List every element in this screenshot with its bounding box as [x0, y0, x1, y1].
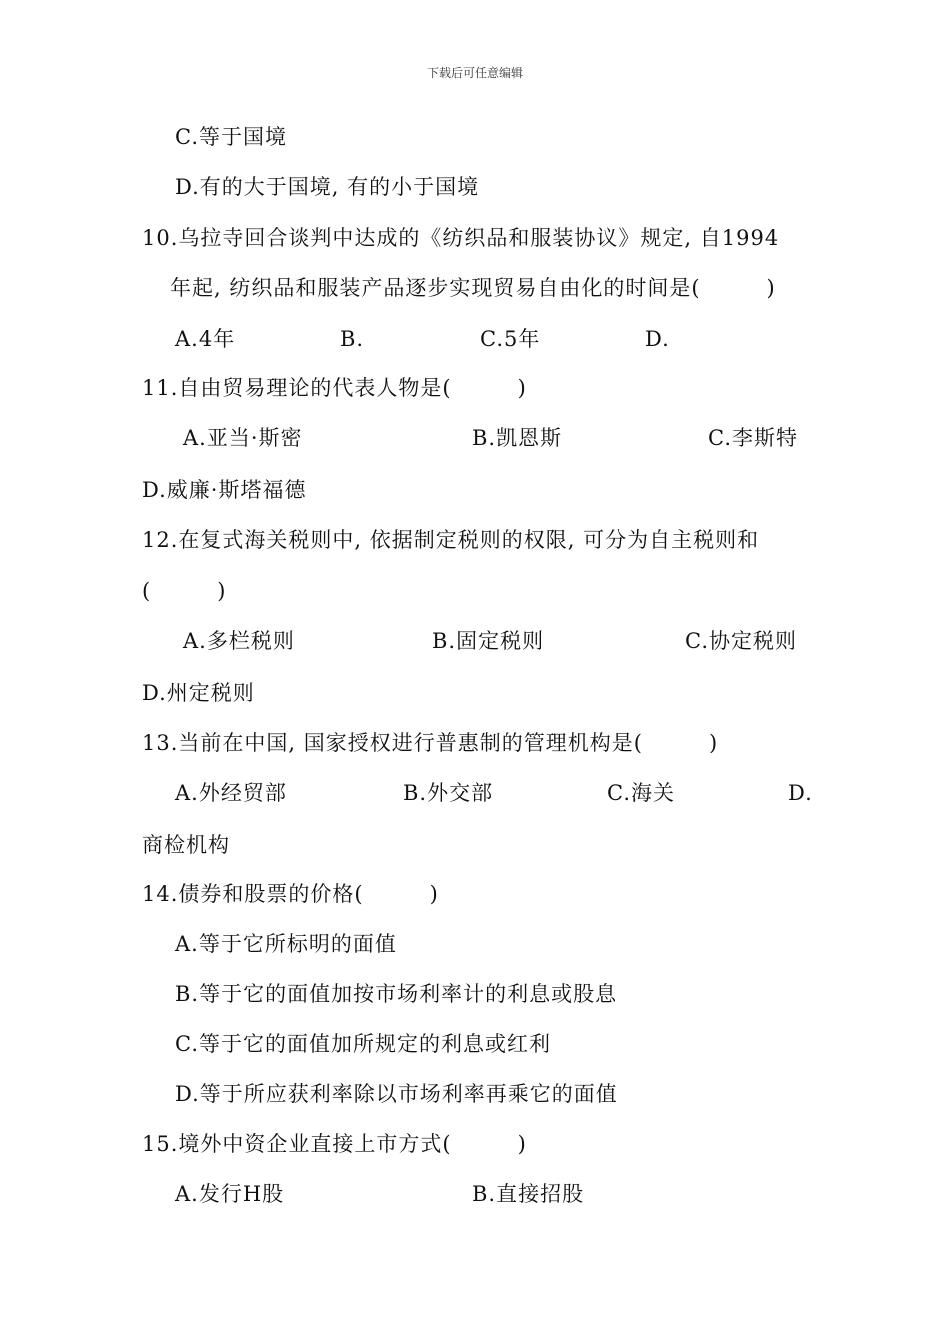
option-15a: A.发行H股: [175, 1182, 285, 1206]
option-12d: D.州定税则: [142, 681, 255, 705]
option-13c: C.海关: [607, 781, 675, 805]
option-10b: B.: [340, 327, 365, 351]
option-13d: D.: [788, 781, 813, 805]
option-11d: D.威廉·斯塔福德: [142, 478, 307, 502]
question-13: 13.当前在中国, 国家授权进行普惠制的管理机构是( ): [142, 731, 719, 755]
option-10d: D.: [645, 327, 670, 351]
option-11a: A.亚当·斯密: [183, 426, 303, 450]
option-13a: A.外经贸部: [175, 781, 287, 805]
page-header: 下载后可任意编辑: [426, 66, 523, 80]
option-14c: C.等于它的面值加所规定的利息或红利: [175, 1032, 551, 1056]
question-11: 11.自由贸易理论的代表人物是( ): [142, 376, 527, 400]
option-9c: C.等于国境: [175, 125, 287, 149]
option-12a: A.多栏税则: [183, 629, 295, 653]
option-13b: B.外交部: [403, 781, 494, 805]
question-15: 15.境外中资企业直接上市方式( ): [142, 1132, 527, 1156]
question-14: 14.债券和股票的价格( ): [142, 882, 439, 906]
option-12c: C.协定税则: [685, 629, 797, 653]
option-14a: A.等于它所标明的面值: [175, 932, 397, 956]
question-10: 10.乌拉寺回合谈判中达成的《纺织品和服装协议》规定, 自1994: [142, 226, 780, 250]
question-12: 12.在复式海关税则中, 依据制定税则的权限, 可分为自主税则和: [142, 528, 760, 552]
option-11c: C.李斯特: [708, 426, 798, 450]
option-15b: B.直接招股: [472, 1182, 585, 1206]
option-11b: B.凯恩斯: [472, 426, 563, 450]
option-12b: B.固定税则: [432, 629, 545, 653]
option-14d: D.等于所应获利率除以市场利率再乘它的面值: [175, 1082, 618, 1106]
option-9d: D.有的大于国境, 有的小于国境: [175, 175, 480, 199]
option-13d-cont: 商检机构: [142, 833, 230, 857]
option-10a: A.4年: [175, 327, 236, 351]
question-12-cont: ( ): [142, 579, 227, 603]
option-14b: B.等于它的面值加按市场利率计的利息或股息: [175, 982, 618, 1006]
option-10c: C.5年: [480, 327, 541, 351]
question-10-cont: 年起, 纺织品和服装产品逐步实现贸易自由化的时间是( ): [170, 276, 776, 300]
